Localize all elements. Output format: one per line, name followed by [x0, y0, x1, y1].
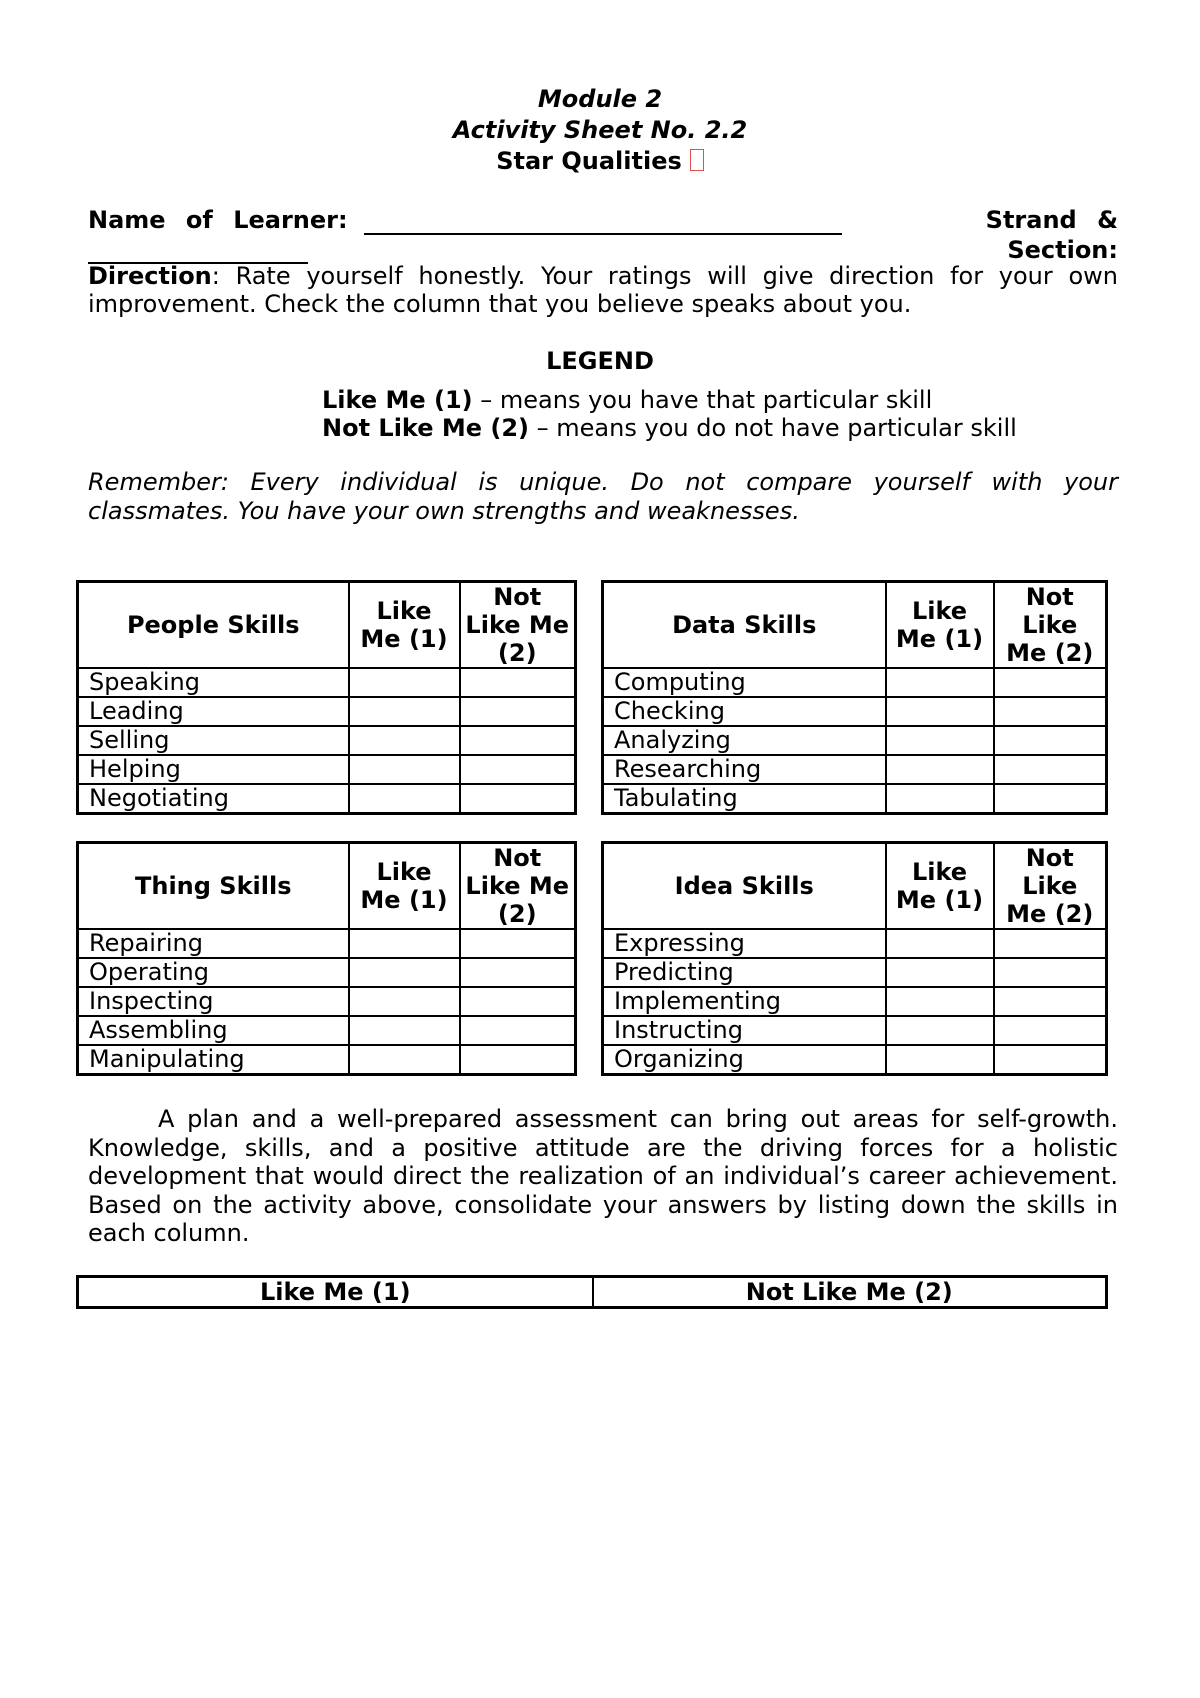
not-like-me-cell[interactable] — [994, 697, 1107, 726]
like-me-cell[interactable] — [349, 755, 460, 784]
not-like-me-cell[interactable] — [460, 958, 576, 987]
legend-line-like — [322, 386, 932, 414]
idea-skills-table — [601, 841, 1108, 1076]
consolidation-paragraph: A plan and a well-prepared assessment can bring out areas for self-growth. Knowledge, skills, and a positive attitude are the driving forces for a holistic development that would direct the realization of an individual’s career achievement. Based on the activity above, consolidate your answers by listing down the skills in each column. — [88, 1105, 1118, 1247]
like-me-cell[interactable] — [349, 1016, 460, 1045]
skill-name: Implementing — [603, 987, 886, 1016]
legend-like-text: – means you have that particular skill — [472, 386, 933, 414]
strand-section-label: Strand & Section: — [985, 206, 1118, 264]
skill-name: Negotiating — [78, 784, 349, 814]
table-row — [603, 697, 1107, 726]
like-me-cell[interactable] — [349, 726, 460, 755]
table-row — [603, 1016, 1107, 1045]
like-me-cell[interactable] — [886, 755, 994, 784]
module-heading: Module 2 — [537, 85, 663, 113]
col-like-me: Like Me (1) — [886, 843, 994, 930]
table-row — [78, 784, 576, 814]
table-row — [603, 755, 1107, 784]
table-row — [603, 929, 1107, 958]
skill-name: Repairing — [78, 929, 349, 958]
table-row — [603, 784, 1107, 814]
not-like-me-cell[interactable] — [994, 784, 1107, 814]
table-row — [603, 1045, 1107, 1075]
table-row — [603, 726, 1107, 755]
like-me-cell[interactable] — [349, 697, 460, 726]
legend-not-like-label: Not Like Me (2) — [322, 414, 530, 442]
not-like-me-cell[interactable] — [460, 755, 576, 784]
table-title: Data Skills — [603, 582, 886, 669]
like-me-cell[interactable] — [349, 987, 460, 1016]
col-not-like-me: Not Like Me (2) — [460, 843, 576, 930]
name-of-learner-field[interactable] — [364, 233, 842, 235]
direction-text: : Rate yourself honestly. Your ratings will give direction for your own improvement. Check the column that you believe speaks about you. — [88, 262, 1118, 318]
not-like-me-cell[interactable] — [994, 726, 1107, 755]
like-me-cell[interactable] — [886, 987, 994, 1016]
skill-name: Analyzing — [603, 726, 886, 755]
like-me-cell[interactable] — [886, 958, 994, 987]
like-me-cell[interactable] — [886, 929, 994, 958]
like-me-cell[interactable] — [886, 697, 994, 726]
col-not-like-me: Not Like Me (2) — [994, 843, 1107, 930]
thing-skills-table — [76, 841, 577, 1076]
skill-name: Expressing — [603, 929, 886, 958]
like-me-cell[interactable] — [886, 784, 994, 814]
skill-name: Selling — [78, 726, 349, 755]
legend-not-like-text: – means you do not have particular skill — [529, 414, 1017, 442]
not-like-me-cell[interactable] — [994, 958, 1107, 987]
skill-name: Researching — [603, 755, 886, 784]
skill-name: Leading — [78, 697, 349, 726]
table-row — [603, 958, 1107, 987]
table-row — [78, 929, 576, 958]
table-header-row — [603, 582, 1107, 669]
name-of-learner-label: Name of Learner: — [88, 206, 348, 234]
not-like-me-cell[interactable] — [460, 1016, 576, 1045]
not-like-me-cell[interactable] — [460, 929, 576, 958]
summary-col-like-me: Like Me (1) — [78, 1277, 593, 1308]
summary-table — [76, 1275, 1108, 1309]
table-row — [78, 726, 576, 755]
table-row — [78, 697, 576, 726]
skill-name: Inspecting — [78, 987, 349, 1016]
col-not-like-me: Not Like Me (2) — [460, 582, 576, 669]
activity-sheet-heading: Activity Sheet No. 2.2 — [452, 116, 748, 144]
not-like-me-cell[interactable] — [460, 987, 576, 1016]
not-like-me-cell[interactable] — [460, 726, 576, 755]
table-header-row — [78, 582, 576, 669]
not-like-me-cell[interactable] — [994, 668, 1107, 697]
people-skills-table — [76, 580, 577, 815]
like-me-cell[interactable] — [349, 668, 460, 697]
skill-name: Operating — [78, 958, 349, 987]
table-header-row — [78, 1277, 1107, 1308]
direction-label: Direction — [88, 262, 212, 290]
table-row — [78, 958, 576, 987]
table-header-row — [78, 843, 576, 930]
legend-line-not-like — [322, 414, 1017, 442]
not-like-me-cell[interactable] — [994, 1016, 1107, 1045]
not-like-me-cell[interactable] — [994, 1045, 1107, 1075]
col-not-like-me: Not Like Me (2) — [994, 582, 1107, 669]
table-header-row — [603, 843, 1107, 930]
not-like-me-cell[interactable] — [994, 755, 1107, 784]
skill-name: Organizing — [603, 1045, 886, 1075]
skill-name: Manipulating — [78, 1045, 349, 1075]
like-me-cell[interactable] — [886, 726, 994, 755]
data-skills-table — [601, 580, 1108, 815]
summary-col-not-like-me: Not Like Me (2) — [593, 1277, 1107, 1308]
not-like-me-cell[interactable] — [460, 668, 576, 697]
remember-note: Remember: Every individual is unique. Do not compare yourself with your classmates. You have your own strengths and weaknesses. — [88, 468, 1118, 525]
page-title — [0, 146, 1200, 176]
like-me-cell[interactable] — [886, 1045, 994, 1075]
table-title: Thing Skills — [78, 843, 349, 930]
table-row — [78, 987, 576, 1016]
skill-name: Tabulating — [603, 784, 886, 814]
like-me-cell[interactable] — [886, 1016, 994, 1045]
direction-paragraph — [88, 262, 1118, 318]
like-me-cell[interactable] — [349, 958, 460, 987]
not-like-me-cell[interactable] — [460, 784, 576, 814]
like-me-cell[interactable] — [349, 1045, 460, 1075]
skill-name: Assembling — [78, 1016, 349, 1045]
not-like-me-cell[interactable] — [460, 697, 576, 726]
table-row — [603, 668, 1107, 697]
table-row — [78, 755, 576, 784]
table-row — [78, 1045, 576, 1075]
table-title: Idea Skills — [603, 843, 886, 930]
star-icon — [690, 149, 704, 171]
table-row — [78, 668, 576, 697]
table-row — [78, 1016, 576, 1045]
not-like-me-cell[interactable] — [994, 929, 1107, 958]
col-like-me: Like Me (1) — [886, 582, 994, 669]
skill-name: Computing — [603, 668, 886, 697]
like-me-cell[interactable] — [349, 929, 460, 958]
table-title: People Skills — [78, 582, 349, 669]
legend-title: LEGEND — [546, 347, 654, 375]
col-like-me: Like Me (1) — [349, 843, 460, 930]
skill-name: Predicting — [603, 958, 886, 987]
not-like-me-cell[interactable] — [460, 1045, 576, 1075]
title-text: Star Qualities — [496, 147, 682, 175]
skill-name: Speaking — [78, 668, 349, 697]
col-like-me: Like Me (1) — [349, 582, 460, 669]
skill-name: Checking — [603, 697, 886, 726]
legend-like-label: Like Me (1) — [322, 386, 473, 414]
like-me-cell[interactable] — [886, 668, 994, 697]
not-like-me-cell[interactable] — [994, 987, 1107, 1016]
table-row — [603, 987, 1107, 1016]
skill-name: Instructing — [603, 1016, 886, 1045]
like-me-cell[interactable] — [349, 784, 460, 814]
skill-name: Helping — [78, 755, 349, 784]
